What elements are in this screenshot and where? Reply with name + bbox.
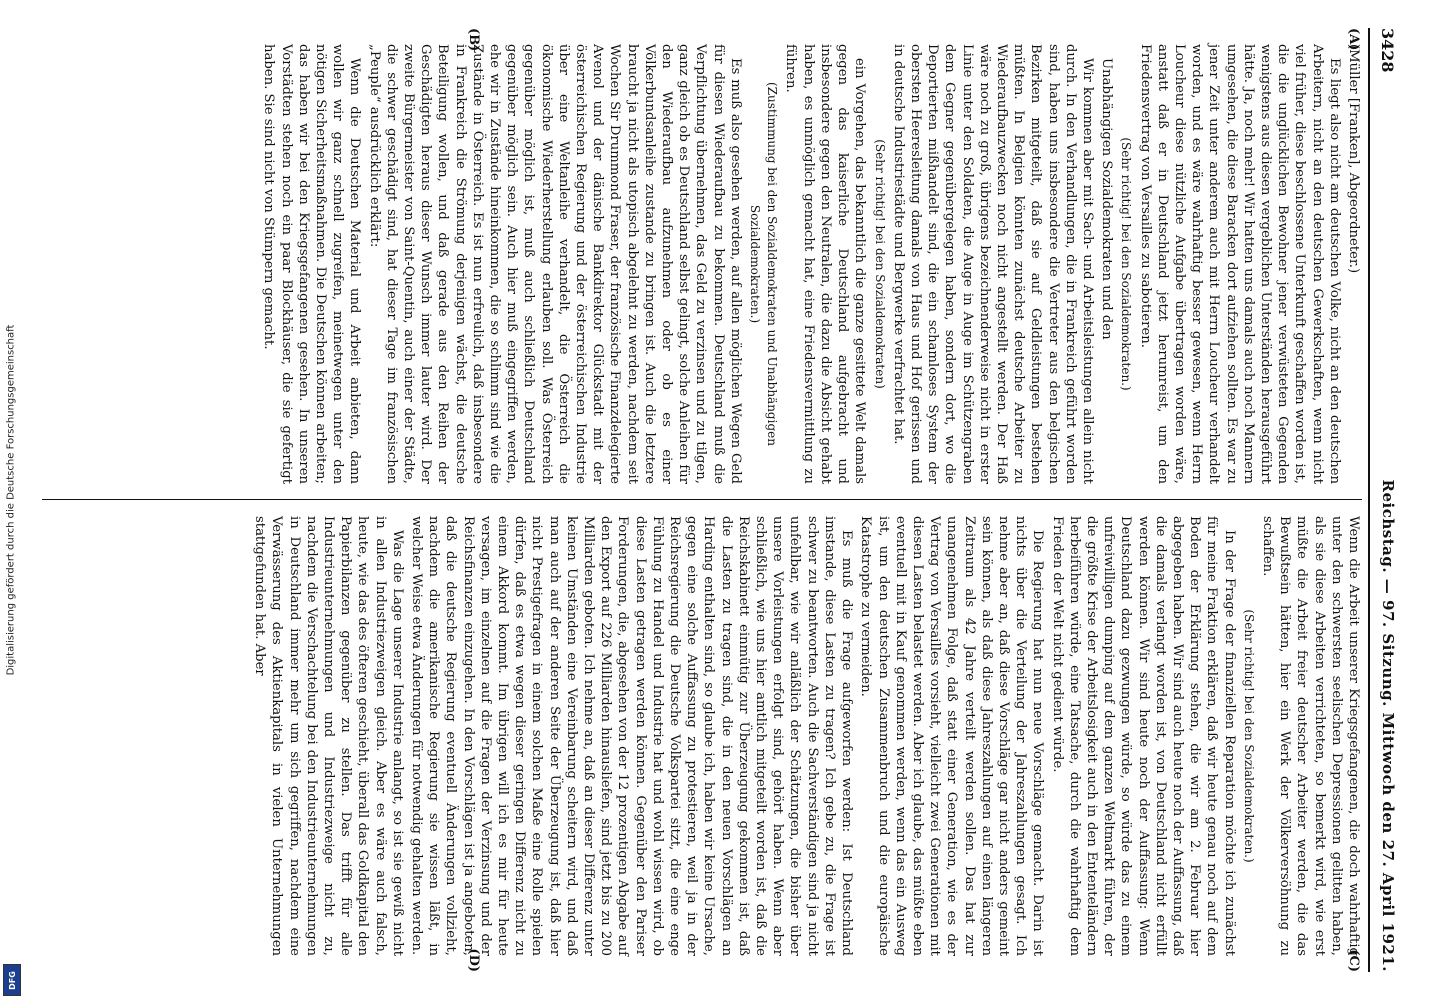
footer-credit: Digitalisierung gefördert durch die Deutsche Forschungsgemeinschaft bbox=[5, 324, 17, 676]
paragraph: Wenn die Deutschen Material und Arbeit anbieten, dann wollen wir ganz schnell zugreifen, meinetwegen unter den nötigen Sicherheitsmaßnahmen. Die Deutschen können arbeiten; das haben wir bei den Kriegsgefangenen gesehen. In unseren Vorstädten stehen noch ein paar Blockhäuser, die sie gefertigt haben. Sie sind nicht von Stümpern gemacht. bbox=[261, 44, 363, 484]
paragraph: (Sehr richtig! bei den Sozialdemokraten.) bbox=[1119, 137, 1134, 391]
page-number: 3428 bbox=[1378, 28, 1398, 73]
page-header bbox=[1368, 28, 1406, 972]
column-divider bbox=[42, 499, 1362, 500]
paragraph: Es liegt also nicht am deutschen Volke, nicht an den deutschen Arbeitern, nicht an den deutschen Gewerkschaften, wenn nicht viel früher, diese beschlossene Unterkunft geschaffen worden ist, die die unglücklichen Bewohner jener verwüsteten Gegenden wenigstens aus diesen vergeblichen Unterständen herausgeführt hätte. Ja, noch mehr! Wir hatten uns damals auch noch Mannern umgesehen, die diese Baracken dort aufziehen sollten. Es war zu jener Zeit unter anderem auch mit Herrn Loucheur verhandelt worden, und es wäre wahrhaftig besser gewesen, wenn Herrn Loucheur diese nützliche Aufgabe übertragen worden wäre, anstatt daß er in Deutschland jetzt herumreist, um den Friedensvertrag von Versailles zu sabotieren. bbox=[1137, 44, 1342, 484]
left-column bbox=[42, 28, 1362, 484]
paragraph: Wenn die Arbeit unserer Kriegsgefangenen, die doch wahrhaftig unter den schwersten seelischen Depressionen gelitten haben, als sie diese Arbeiten verrichteten, so bemerkt wird, wie erst müßte die Arbeit freier deutscher Arbeiter werden, die das Bewußtsein hätten, hier ein Werk der Völkerversöhnung zu schaffen. bbox=[1259, 516, 1361, 956]
paragraph: Die Regierung hat nun neue Vorschläge gemacht. Darin ist nichts über die Verteilung der Jahreszahlungen gesagt. Ich nehme aber an, daß diese Vorschläge gar nicht anders gemeint sein können, als daß diese Jahreszahlungen auf einen längeren Zeitraum als 42 Jahre verteilt werden sollen. Das hat zur unangenehmen Folge, daß statt einer Generation, wie es der Vertrag von Versailles vorsieht, vielleicht zwei Generationen mit diesen Lasten belastet werden. Aber ich glaube, das müßte eben eventuell mit in Kauf genommen werden, wenn das ein Ausweg ist, um den deutschen Zusammenbruch und die europäische Katastrophe zu vermeiden. bbox=[858, 516, 1046, 956]
paragraph: Es muß die Frage aufgeworfen werden: Ist Deutschland imstande, diese Lasten zu tragen? Ich gebe zu, die Frage ist schwer zu beantworten. Auch die Sachverständigen sind ja nicht unfehlbar, wie wir anläßlich der Schätzungen, die bisher über unsere Vorleistungen erfolgt sind, gehört haben. Wenn aber schließlich, wie uns hier amtlich mitgeteilt worden ist, daß die Reichskabinett einmütig zur Überzeugung gekommen ist, daß die Lasten zu tragen sind, die in den neuen Vorschlägen an Harding enthalten sind, so glaube ich, haben wir keine Ursache, gegen eine solche Auffassung zu protestieren, weil ja in der Reichsregierung die Deutsche Volkspartei sitzt, die eine enge Fühlung zu Handel und Industrie hat und wohl wissen wird, ob diese Lasten getragen werden können. Gegenüber den Pariser Forderungen, die, abgesehen von der 12 prozentigen Abgabe auf den Export auf 226 Milliarden hinausliefen, sind jetzt bis zu 200 Milliarden geboten. Ich nehme an, daß an dieser Differenz unter keinen Umständen eine Vereinbarung scheitern wird, und daß man auch auf der anderen Seite der Überzeugung ist, daß hier nicht Prestigefragen in einem solchen Maße eine Rolle spielen dürfen, daß es etwa wegen dieser geringen Differenz nicht zu einem Akkord kommt. Im übrigen will ich es mir für heute versagen, im einzelnen auf die Fragen der Verzinsung und der Reichsfinanzen einzugehen. In den Vorschlägen ist ja angeboten, daß die deutsche Regierung eventuell Änderungen vollzieht, nachdem die amerikanische Regierung sie wissen läßt, in welcher Weise etwa Änderungen für notwendig gehalten werden. bbox=[409, 516, 855, 956]
margin-marker-d: (D) bbox=[466, 948, 481, 972]
margin-marker-c: (C) bbox=[1346, 949, 1361, 972]
paragraph: Was die Lage unserer Industrie anlangt, so ist sie gewiß nicht in allen Industriezweigen gleich. Aber es wäre auch falsch, heute, wie das des öfteren geschieht, überall das Goldkapital den Papierbilanzen gegenüber zu stellen. Das trifft für alle Industrieunternehmungen und Industriezweige nicht zu, nachdem die Verschachtelung bei den Industrieunternehmungen in Deutschland immer mehr um sich gegriffen, nachdem eine Verwässerung des Aktienkapitals in vielen Unternehmungen stattgefunden hat. Aber bbox=[252, 516, 405, 956]
document-page bbox=[30, 28, 1406, 972]
paragraph: (Zustimmung bei den Sozialdemokraten und Unabhängigen Sozialdemokraten.) bbox=[748, 82, 780, 446]
page-title: Reichstag. — 97. Sitzung. Mittwoch den 27. April 1921. bbox=[1379, 479, 1397, 972]
paragraph: Es muß also gesehen werden, auf allen möglichen Wegen Geld für diesen Wiederaufbau zu bekommen. Deutschland muß die Verpflichtung übernehmen, das Geld zu verzinsen und zu tilgen, ganz gleich ob es Deutschland selbst gelingt, solche Anleihen für den Wiederaufbau aufzunehmen oder ob es einer Völkerbundsanleihe zustande zu bringen ist. Auch die letztere braucht ja nicht als utopisch abgelehnt zu werden, nachdem seit Wochen Sir Drummond Fraser, der französische Finanzdelegierte Avenol und der dänische Bankdirektor Glückstadt mit der österreichischen Regierung und der österreichischen Industrie über eine Weltanleihe verhandelt, die Österreich die ökonomische Wiederherstellung erlauben soll. Was Österreich gegenüber möglich ist, muß auch schließlich Deutschland gegenüber möglich sein. Auch hier muß eingegriffen werden, ehe wir in Zustände hineinkommen, die so schlimm sind wie die Zustände in Österreich. Es ist nun erfreulich, daß insbesondere in Frankreich die Strömung derjenigen wächst, die deutsche Beteiligung wollen, und daß gerade aus den Reihen der Geschädigten heraus dieser Wunsch immer lauter wird. Der zweite Bürgermeister von Saint-Quentin, auch einer der Städte, die schwer geschädigt sind, hat dieser Tage im französischen „Peuple“ ausdrücklich erklärt: bbox=[366, 44, 743, 484]
paragraph: Wir kommen aber mit Sach- und Arbeitsleistungen allein nicht durch. In den Verhandlungen, die in Frankreich geführt worden sind, haben uns insbesondere die Vertreter aus den belgischen Bezirken mitgeteilt, daß sie auf Geldleistungen bestehen müßten. In Belgien könnten zunächst deutsche Arbeiter zu Wiederaufbauzwecken noch nicht angestellt werden. Der Haß wäre noch zu groß, übrigens bezeichnenderweise nicht in erster Linie unter den Soldaten, die Auge in Auge im Schützengraben dem Gegner gegenübergelegen haben, sondern dort, wo die Deportierten mißhandelt sind, die ein schamloses System der obersten Heeresleitung damals von Haus und Hof gerissen und in deutsche Industriestädte und Bergwerke verfrachtet hat. bbox=[890, 44, 1095, 484]
right-column bbox=[42, 516, 1362, 972]
margin-marker-a: (A) bbox=[1346, 28, 1361, 51]
paragraph: ein Vorgehen, das bekanntlich die ganze gesittete Welt damals gegen das kaiserliche Deutschland aufgebracht und insbesondere gegen den Neutralen, die dazu die Absicht gehabt haben, es unmöglich gemacht hat, eine Friedensvermittlung zu führen. bbox=[783, 44, 868, 484]
paragraph: In der Frage der finanziellen Reparation möchte ich zunächst für meine Fraktion erklären, daß wir heute genau noch auf dem Boden der Erklärung stehen, die wir am 2. Februar hier abgegeben haben. Wir sind auch heute noch der Auffassung, daß die damals verlangt worden ist, von Deutschland nicht erfüllt werden können. Wir sind heute noch der Auffassung: Wenn Deutschland dazu gezwungen würde, so würde das zu einem unfreiwilligen dumping auf dem ganzen Weltmarkt führen, der die größte Krise der Arbeitslosigkeit auch in den Ententeländern herbeiführen würde, eine Tatsache, durch die wahrhaftig dem Frieden der Welt nicht gedient würde. bbox=[1049, 516, 1237, 956]
paragraph: (Sehr richtig! bei den Sozialdemokraten.) bbox=[1241, 609, 1256, 863]
paragraph: (Sehr richtig! bei den Sozialdemokraten) bbox=[872, 139, 887, 389]
footer-strip bbox=[0, 0, 22, 1000]
dfg-logo-icon: DFG bbox=[3, 964, 21, 996]
page-rotated-content bbox=[30, 28, 1406, 972]
paragraph: Unabhängigen Sozialdemokraten und den bbox=[1099, 58, 1115, 340]
margin-marker-b: (B) bbox=[466, 28, 481, 52]
paragraph: (Müller [Franken], Abgeordneter.) bbox=[1346, 44, 1361, 274]
